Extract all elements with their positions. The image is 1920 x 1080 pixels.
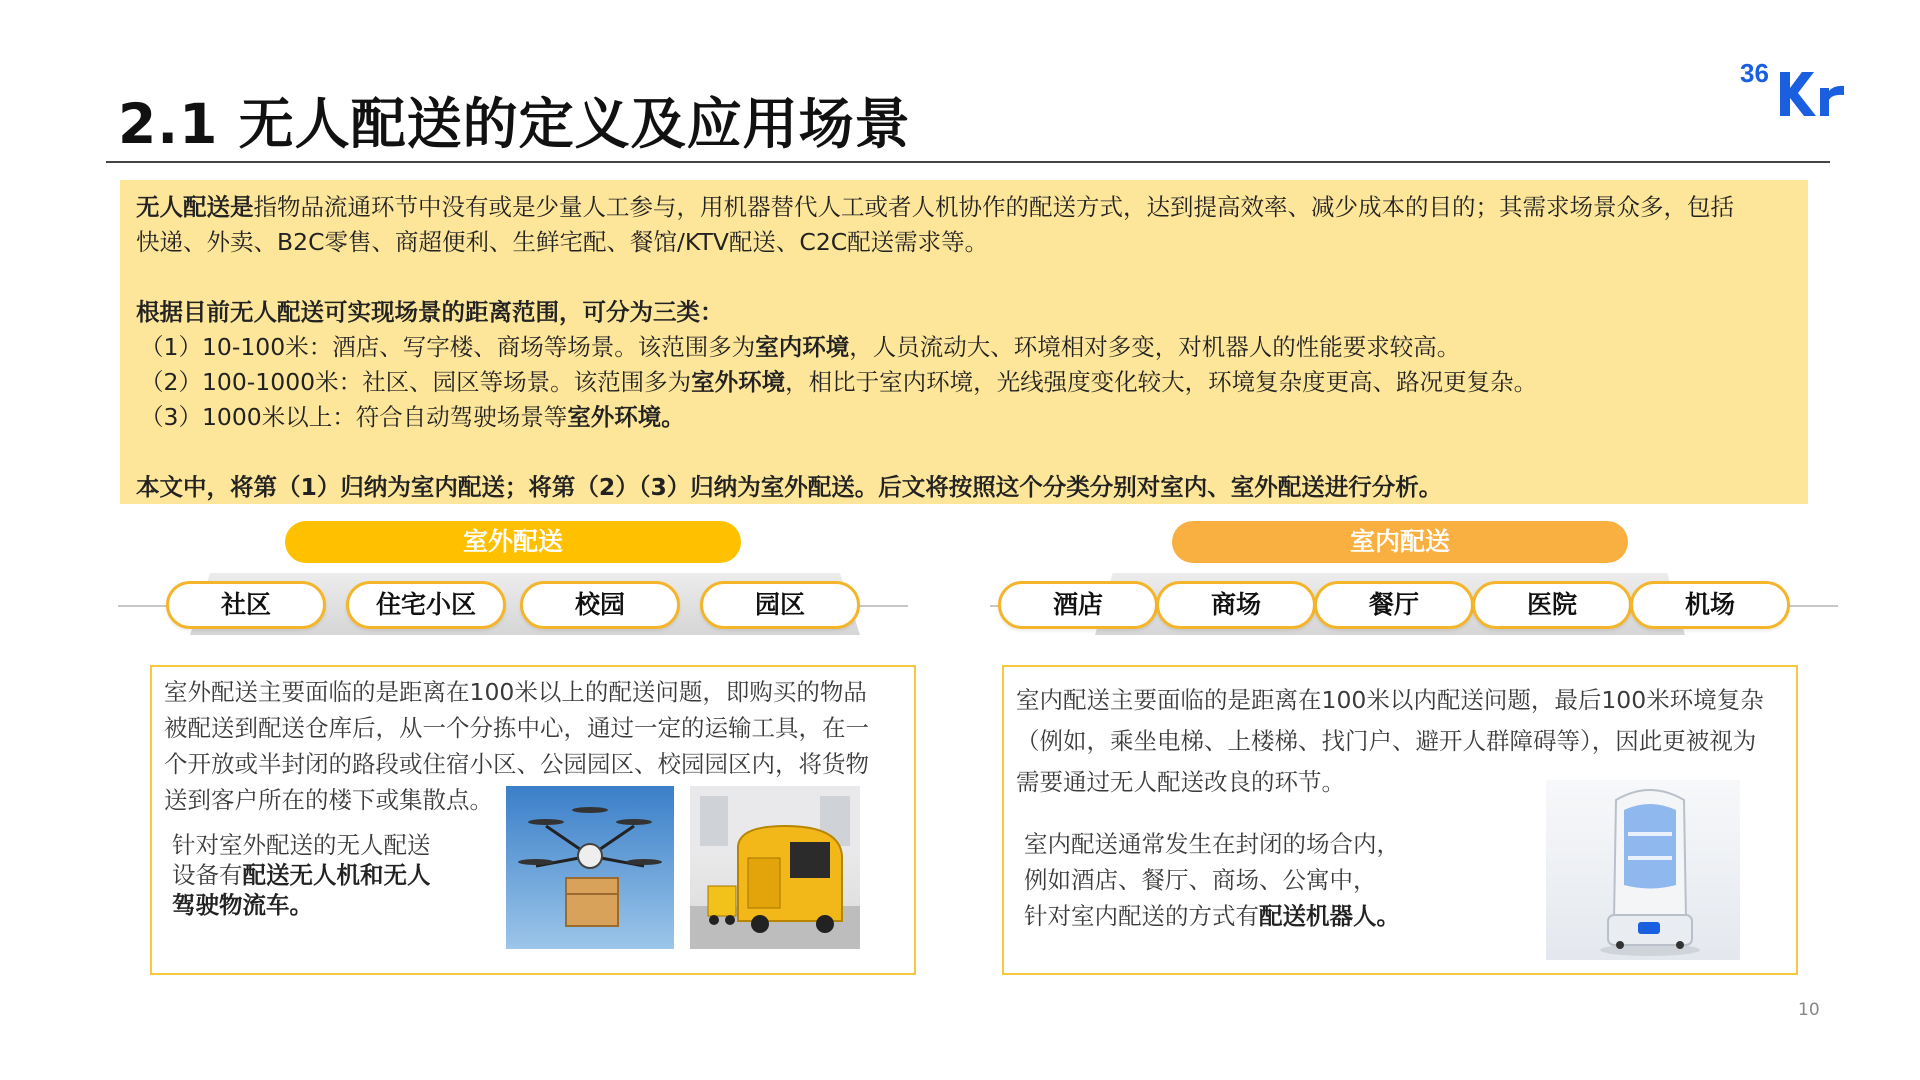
outdoor-tag-campus: 校园 bbox=[520, 581, 680, 629]
delivery-drone-image bbox=[506, 786, 674, 949]
indoor-tag-airport: 机场 bbox=[1630, 581, 1790, 629]
indoor-equipment-text: 室内配送通常发生在封闭的场合内， 例如酒店、餐厅、商场、公寓中， 针对室内配送的方式有配送机器人。 bbox=[1024, 830, 1400, 930]
outdoor-equipment-text: 针对室外配送的无人配送 设备有配送无人机和无人 驾驶物流车。 bbox=[172, 831, 431, 919]
definition-text: 指物品流通环节中没有或是少量人工参与，用机器替代人工或者人机协作的配送方式，达到提高效率、减少成本的目的；其需求场景众多，包括 bbox=[253, 193, 1734, 221]
outdoor-tag-community: 社区 bbox=[166, 581, 326, 629]
title-divider bbox=[106, 161, 1830, 163]
definition-panel bbox=[120, 180, 1808, 504]
outdoor-description: 室外配送主要面临的是距离在100米以上的配送问题，即购买的物品 被配送到配送仓库后，从一个分拣中心，通过一定的运输工具，在一 个开放或半封闭的路段或住宿小区、公园园区、校园园区内，将货物 送到客户所在的楼下或集散点。 bbox=[164, 678, 869, 814]
indoor-description: 室内配送主要面临的是距离在100米以内配送问题，最后100米环境复杂 （例如，乘坐电梯、上楼梯、找门户、避开人群障碍等），因此更被视为 需要通过无人配送改良的环节。 bbox=[1016, 686, 1764, 796]
classify-heading: 根据目前无人配送可实现场景的距离范围，可分为三类： bbox=[136, 298, 724, 326]
36kr-logo-icon bbox=[1740, 58, 1852, 120]
conclusion-text: 本文中，将第（1）归纳为室内配送；将第（2）（3）归纳为室外配送。后文将按照这个分类分别对室内、室外配送进行分析。 bbox=[136, 473, 1443, 501]
classify-item-2: （2）100-1000米：社区、园区等场景。该范围多为室外环境，相比于室内环境，光线强度变化较大，环境复杂度更高、路况更复杂。 bbox=[140, 368, 1538, 396]
definition-line-2: 快递、外卖、B2C零售、商超便利、生鲜宅配、餐馆/KTV配送、C2C配送需求等。 bbox=[136, 228, 989, 256]
definition-term: 无人配送是 bbox=[136, 193, 254, 221]
svg-text:36: 36 bbox=[1740, 58, 1769, 88]
indoor-tag-hospital: 医院 bbox=[1472, 581, 1632, 629]
page-number: 10 bbox=[1798, 1000, 1820, 1020]
indoor-tag-restaurant: 餐厅 bbox=[1314, 581, 1474, 629]
autonomous-delivery-vehicle-image bbox=[690, 786, 860, 949]
outdoor-tag-park: 园区 bbox=[700, 581, 860, 629]
definition-line-1 bbox=[136, 190, 1792, 225]
indoor-tag-hotel: 酒店 bbox=[998, 581, 1158, 629]
brand-logo bbox=[1740, 58, 1852, 120]
classify-item-3: （3）1000米以上：符合自动驾驶场景等室外环境。 bbox=[140, 403, 685, 431]
indoor-tag-mall: 商场 bbox=[1156, 581, 1316, 629]
classify-item-1: （1）10-100米：酒店、写字楼、商场等场景。该范围多为室内环境，人员流动大、环境相对多变，对机器人的性能要求较高。 bbox=[140, 333, 1461, 361]
outdoor-tag-residential: 住宅小区 bbox=[346, 581, 506, 629]
page-title: 2.1 无人配送的定义及应用场景 bbox=[118, 92, 911, 156]
delivery-robot-image bbox=[1546, 780, 1740, 960]
outdoor-heading: 室外配送 bbox=[285, 521, 741, 563]
indoor-heading: 室内配送 bbox=[1172, 521, 1628, 563]
